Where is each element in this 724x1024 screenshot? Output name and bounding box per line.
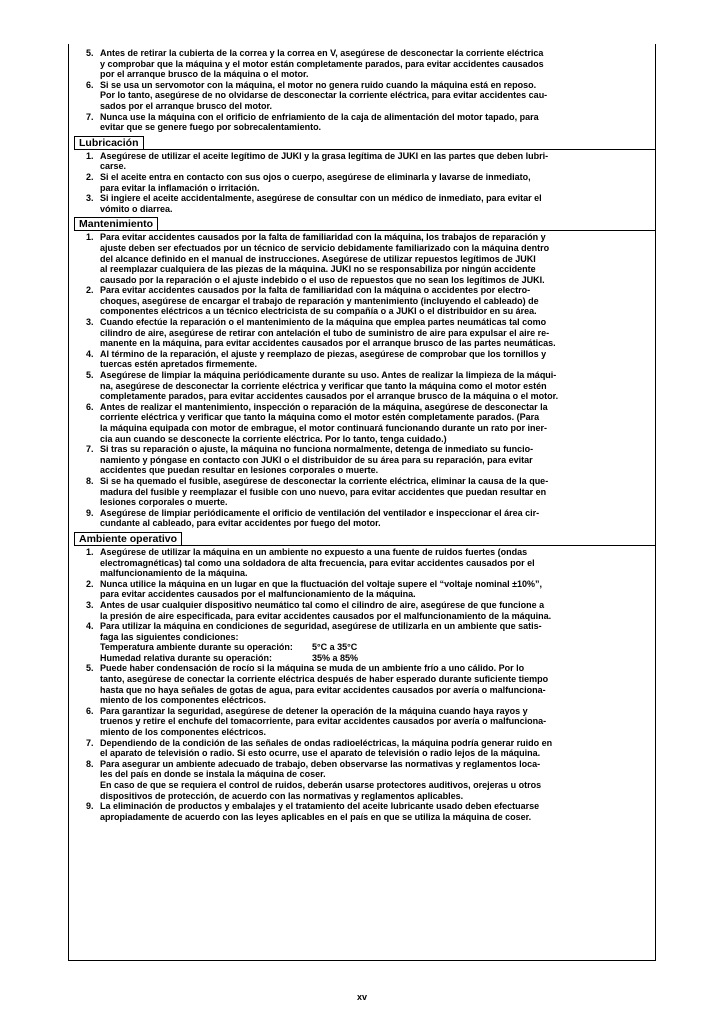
- list-item: [82, 663, 652, 705]
- item-text-line: por el arranque brusco de la máquina o el motor.: [100, 69, 309, 80]
- item-text-line: sados por el arranque brusco del motor.: [100, 100, 273, 111]
- list-item: [82, 151, 652, 172]
- item-text-line: accidentes que puedan resultar en lesiones corporales o muerte.: [100, 465, 379, 476]
- item-text-line: Por lo tanto, asegúrese de no olvidarse de desconectar la corriente eléctrica, para evitar accidentes cau-: [100, 90, 548, 101]
- section-rule: [158, 230, 656, 231]
- item-number: 2.: [86, 171, 94, 182]
- item-text-line: hasta que no haya señales de gotas de agua, para evitar accidentes causados por avería o malfunciona-: [100, 684, 546, 695]
- item-text-line: la máquina equipada con motor de embrague, el motor continuará funcionando durante un rato por iner-: [100, 423, 548, 433]
- list-item: [82, 508, 652, 529]
- item-text-line: Si se ha quemado el fusible, asegúrese de desconectar la corriente eléctrica, eliminar la causa de la que-: [100, 475, 549, 486]
- item-text-line: del alcance definido en el manual de instrucciones. Asegúrese de utilizar repuestos legítimos de JUKI: [100, 253, 536, 264]
- condition-value: 5°C a 35°C: [312, 642, 358, 653]
- item-text-line: Si ingiere el aceite accidentalmente, asegúrese de consultar con un médico de inmediato, para evitar el: [100, 193, 542, 204]
- item-number: 5.: [86, 663, 94, 674]
- item-text-line: Al término de la reparación, el ajuste y reemplazo de piezas, asegúrese de comprobar que los tornillos y: [100, 348, 547, 359]
- item-text-line: evitar que se genere fuego por sobrecalentamiento.: [100, 122, 322, 133]
- item-text-line: miento de los componentes eléctricos.: [100, 695, 267, 706]
- list-item: [82, 476, 652, 508]
- item-text-line: manente en la máquina, para evitar accidentes causados por el arranque brusco de las partes neumáticas.: [100, 338, 556, 349]
- item-number: 7.: [86, 111, 94, 122]
- item-number: 5.: [86, 370, 94, 381]
- list-item: [82, 547, 652, 579]
- item-number: 1.: [86, 232, 94, 243]
- section-lubricacion: [79, 133, 652, 215]
- item-text-line: Asegúrese de utilizar la máquina en un ambiente no expuesto a una fuente de ruidos fuertes (ondas: [100, 546, 528, 557]
- item-text-line: Nunca use la máquina con el orificio de enfriamiento de la caja de alimentación del motor tapado, para: [100, 111, 539, 122]
- list-item: [82, 738, 652, 759]
- item-text-line: el aparato de televisión o radio. Si esto ocurre, use el aparato de televisión o radio lejos de la máquina.: [100, 748, 541, 759]
- item-text-line: Nunca utilice la máquina en un lugar en que la fluctuación del voltaje supere el “voltaje nominal ±10%”,: [100, 578, 543, 589]
- item-text-line: dispositivos de protección, de acuerdo con las normativas y reglamentos aplicables.: [100, 790, 464, 801]
- item-text-line: Dependiendo de la condición de las señales de ondas radioeléctricas, la máquina podría generar ruido en: [100, 737, 553, 748]
- item-text-line: cundante al cableado, para evitar accidentes por fuego del motor.: [100, 518, 381, 529]
- item-text-line: les del país en donde se instala la máquina de coser.: [100, 769, 326, 780]
- item-text-line: Si el aceite entra en contacto con sus ojos o cuerpo, asegúrese de eliminarla y lavarse de inmediato,: [100, 171, 531, 182]
- condition-label: Humedad relativa durante su operación:: [100, 652, 273, 663]
- mantenimiento-list: [82, 232, 652, 529]
- safety-instructions: [79, 48, 652, 822]
- item-text-line: miento de los componentes eléctricos.: [100, 727, 267, 738]
- item-number: 2.: [86, 285, 94, 296]
- item-number: 4.: [86, 621, 94, 632]
- item-number: 1.: [86, 546, 94, 557]
- item-number: 7.: [86, 444, 94, 455]
- item-number: 6.: [86, 79, 94, 90]
- item-text-line: Asegúrese de limpiar periódicamente el orificio de ventilación del ventilador e inspeccionar el área cir-: [100, 507, 540, 518]
- item-text-line: Si tras su reparación o ajuste, la máquina no funciona normalmente, detenga de inmediato su funcio-: [100, 444, 534, 455]
- item-number: 6.: [86, 705, 94, 716]
- list-item: [82, 706, 652, 738]
- item-text-line: cia aun cuando se desconecte la corriente eléctrica. Por lo tanto, tenga cuidado.): [100, 433, 447, 444]
- item-text-line: Puede haber condensación de rocío si la máquina se muda de un ambiente frío a uno cálido. Por lo: [100, 663, 525, 674]
- item-text-line: malfuncionamiento de la máquina.: [100, 568, 248, 579]
- condition-value: 35% a 85%: [312, 652, 359, 663]
- item-text-line: y comprobar que la máquina y el motor están completamente parados, para evitar accidentes causados: [100, 58, 544, 69]
- section-mantenimiento: [79, 214, 652, 529]
- list-item: [82, 370, 652, 402]
- item-text-line: Para evitar accidentes causados por la falta de familiaridad con la máquina, los trabajos de reparación y: [100, 232, 546, 243]
- item-text-line: tanto, asegúrese de conectar la corriente eléctrica después de haber esperado durante suficiente tiempo: [100, 674, 549, 685]
- condition-row: [100, 653, 652, 664]
- section-rule: [144, 149, 656, 150]
- lubricacion-list: [82, 151, 652, 215]
- item-text-line: tuercas estén apretados firmemente.: [100, 359, 258, 370]
- item-number: 9.: [86, 801, 94, 812]
- list-item: [82, 285, 652, 317]
- item-text-line: lesiones corporales o muerte.: [100, 497, 228, 508]
- list-item: [82, 232, 652, 285]
- item-number: 5.: [86, 48, 94, 58]
- item-text-line: En caso de que se requiera el control de ruidos, deberán usarse protectores auditivos, orejeras u otros: [100, 780, 542, 790]
- section-ambiente-operativo: [79, 529, 652, 822]
- list-item: [82, 801, 652, 822]
- item-text-line: Asegúrese de limpiar la máquina periódicamente durante su uso. Antes de realizar la limpieza de la máqui-: [100, 370, 557, 381]
- list-item: [82, 402, 652, 444]
- item-number: 7.: [86, 737, 94, 748]
- item-text-line: Antes de usar cualquier dispositivo neumático tal como el cilindro de aire, asegúrese de que funcione a: [100, 599, 545, 610]
- list-item: [82, 600, 652, 621]
- section-heading-lubricacion: Lubricación: [74, 136, 144, 150]
- item-text-line: Antes de retirar la cubierta de la correa y la correa en V, asegúrese de desconectar la corriente eléctrica: [100, 48, 544, 58]
- item-text-line: Para evitar accidentes causados por la falta de familiaridad con la máquina o accidentes por electro-: [100, 285, 531, 296]
- condition-row: [100, 642, 652, 653]
- list-item: [82, 112, 652, 133]
- item-text-line: na, asegúrese de desconectar la corriente eléctrica y verificar que tanto la máquina como el motor estén: [100, 380, 547, 391]
- item-text-line: cilindro de aire, asegúrese de retirar con antelación el tubo de suministro de aire para expulsar el aire re-: [100, 327, 550, 338]
- item-text-line: corriente eléctrica y verificar que tanto la máquina como el motor estén completamente parados. (Para: [100, 412, 540, 423]
- item-text-line: Para garantizar la seguridad, asegúrese de detener la operación de la máquina cuando haya rayos y: [100, 705, 528, 716]
- item-text-line: vómito o diarrea.: [100, 203, 173, 214]
- list-item: [82, 317, 652, 349]
- item-text-line: Antes de realizar el mantenimiento, inspección o reparación de la máquina, asegúrese de desconectar la: [100, 401, 548, 412]
- item-number: 6.: [86, 401, 94, 412]
- item-text-line: para evitar accidentes causados por el malfuncionamiento de la máquina.: [100, 589, 416, 600]
- item-number: 9.: [86, 507, 94, 518]
- item-text-line: electromagnéticas) tal como una soldadora de alta frecuencia, para evitar accidentes causados por el: [100, 557, 535, 568]
- item-text-line: ajuste deben ser efectuados por un técnico de servicio debidamente familiarizado con la máquina dentro: [100, 242, 550, 253]
- item-number: 8.: [86, 475, 94, 486]
- item-text-line: Cuando efectúe la reparación o el mantenimiento de la máquina que emplea partes neumáticas tal como: [100, 317, 547, 328]
- motor-safety-list: [82, 48, 652, 133]
- item-number: 1.: [86, 150, 94, 161]
- list-item: [82, 80, 652, 112]
- list-item: [82, 349, 652, 370]
- item-text-line: al reemplazar cualquiera de las piezas de la máquina. JUKI no se responsabiliza por ningún accidente: [100, 264, 536, 275]
- page-number: xv: [356, 992, 367, 1002]
- item-text-line: Para utilizar la máquina en condiciones de seguridad, asegúrese de utilizarla en un ambiente que satis-: [100, 621, 542, 632]
- list-item: [82, 621, 652, 642]
- list-item: [82, 193, 652, 214]
- item-number: 3.: [86, 599, 94, 610]
- section-heading-mantenimiento: Mantenimiento: [74, 217, 158, 231]
- item-number: 3.: [86, 193, 94, 204]
- item-text-line: componentes eléctricos a un técnico electricista de su compañía o a JUKI o el distribuidor en su área.: [100, 306, 537, 317]
- item-text-line: causado por la reparación o el ajuste indebido o el uso de repuestos que no sean los legítimos de JUKI.: [100, 274, 545, 285]
- list-item: [82, 172, 652, 193]
- item-text-line: completamente parados, para evitar accidentes causados por el arranque brusco de la máquina o el motor.: [100, 391, 559, 402]
- item-number: 3.: [86, 317, 94, 328]
- section-heading-ambiente-operativo: Ambiente operativo: [74, 532, 182, 546]
- item-text-line: la presión de aire especificada, para evitar accidentes causados por el malfuncionamiento de la máquina.: [100, 610, 552, 621]
- item-text-line: para evitar la inflamación o irritación.: [100, 182, 260, 193]
- item-text-line: choques, asegúrese de encargar el trabajo de reparación y mantenimiento (incluyendo el cableado) de: [100, 295, 539, 306]
- list-item: [82, 579, 652, 600]
- list-item: [82, 48, 652, 80]
- item-text-line: apropiadamente de acuerdo con las leyes aplicables en el país en que se utiliza la máquina de coser.: [100, 811, 532, 822]
- item-text-line: Asegúrese de utilizar el aceite legítimo de JUKI y la grasa legítima de JUKI en las partes que deben lubri-: [100, 150, 549, 161]
- item-number: 2.: [86, 578, 94, 589]
- item-text-line: Si se usa un servomotor con la máquina, el motor no genera ruido cuando la máquina está en reposo.: [100, 79, 537, 90]
- item-text-line: namiento y póngase en contacto con JUKI o el distribuidor de su área para su reparación, para evitar: [100, 454, 533, 465]
- item-text-line: truenos y retire el enchufe del tomacorriente, para evitar accidentes causados por avería o malfunciona-: [100, 716, 547, 727]
- section-rule: [182, 545, 656, 546]
- ambiente-list-a: [82, 547, 652, 642]
- list-item: [82, 444, 652, 476]
- condition-label: Temperatura ambiente durante su operación:: [100, 642, 293, 653]
- item-number: 4.: [86, 348, 94, 359]
- operating-conditions: [82, 642, 652, 663]
- item-text-line: faga las siguientes condiciones:: [100, 631, 239, 642]
- item-number: 8.: [86, 758, 94, 769]
- list-item: [82, 759, 652, 801]
- item-text-line: carse.: [100, 161, 127, 172]
- item-text-line: madura del fusible y reemplazar el fusible con uno nuevo, para evitar accidentes que puedan resultar en: [100, 486, 547, 497]
- item-text-line: La eliminación de productos y embalajes y el tratamiento del aceite lubricante usado deben efectuarse: [100, 801, 540, 812]
- ambiente-list-b: [82, 663, 652, 822]
- item-text-line: Para asegurar un ambiente adecuado de trabajo, deben observarse las normativas y reglamentos loca-: [100, 758, 541, 769]
